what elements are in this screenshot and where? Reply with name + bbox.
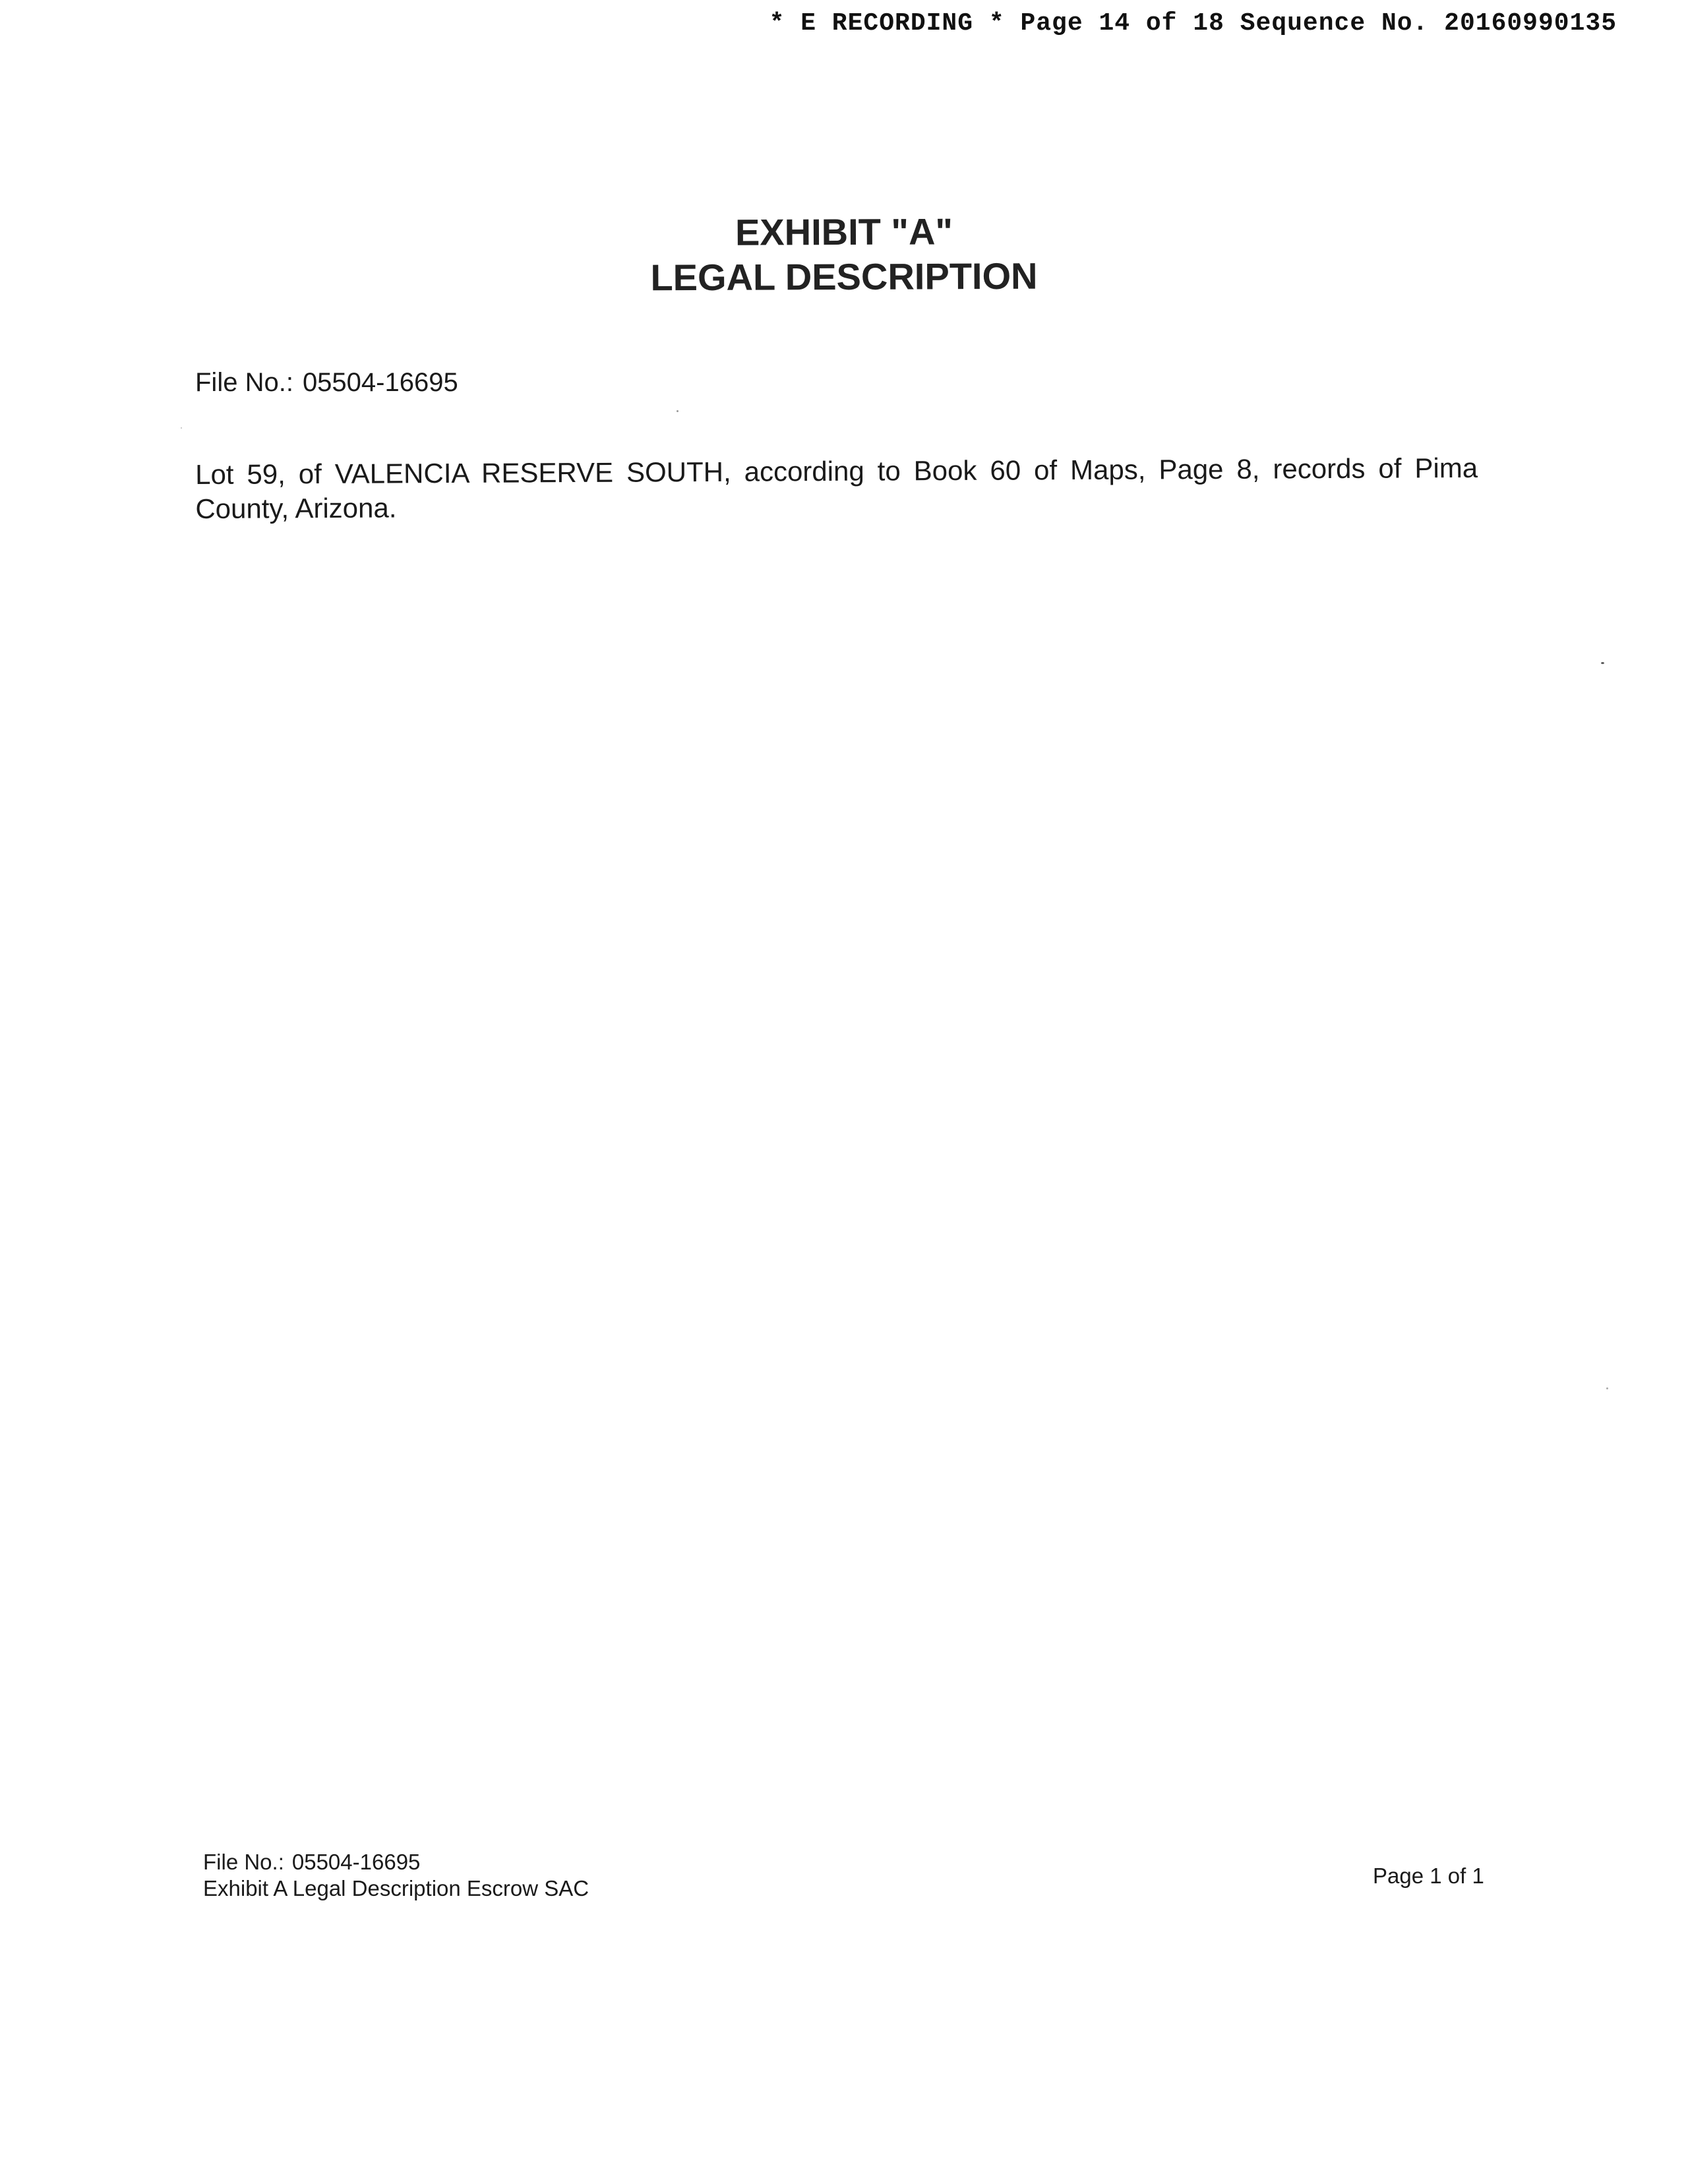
footer-file-number xyxy=(203,1849,589,1875)
exhibit-title-line-2: LEGAL DESCRIPTION xyxy=(650,255,1038,299)
file-number-value: 05504-16695 xyxy=(302,368,458,397)
footer-document-name: Exhibit A Legal Description Escrow SAC xyxy=(203,1876,589,1900)
footer-page-indicator: Page 1 of 1 xyxy=(1373,1864,1484,1888)
footer-file-number-label: File No.: xyxy=(203,1850,284,1874)
file-number-label: File No.: xyxy=(195,368,293,397)
legal-description-text: Lot 59, of VALENCIA RESERVE SOUTH, according to Book 60 of Maps, Page 8, records of Pima County, Arizona. xyxy=(195,452,1478,524)
scan-speck xyxy=(1601,662,1604,664)
footer-file-number-value: 05504-16695 xyxy=(291,1850,421,1874)
scan-speck xyxy=(181,427,182,429)
file-number xyxy=(195,368,458,398)
recording-header: * E RECORDING * Page 14 of 18 Sequence No. 20160990135 xyxy=(769,9,1617,38)
scan-speck xyxy=(1606,1387,1608,1389)
exhibit-title-line-1: EXHIBIT "A" xyxy=(735,210,953,253)
exhibit-title xyxy=(0,210,1688,299)
footer-file-info xyxy=(203,1849,589,1902)
scan-speck xyxy=(677,410,678,412)
